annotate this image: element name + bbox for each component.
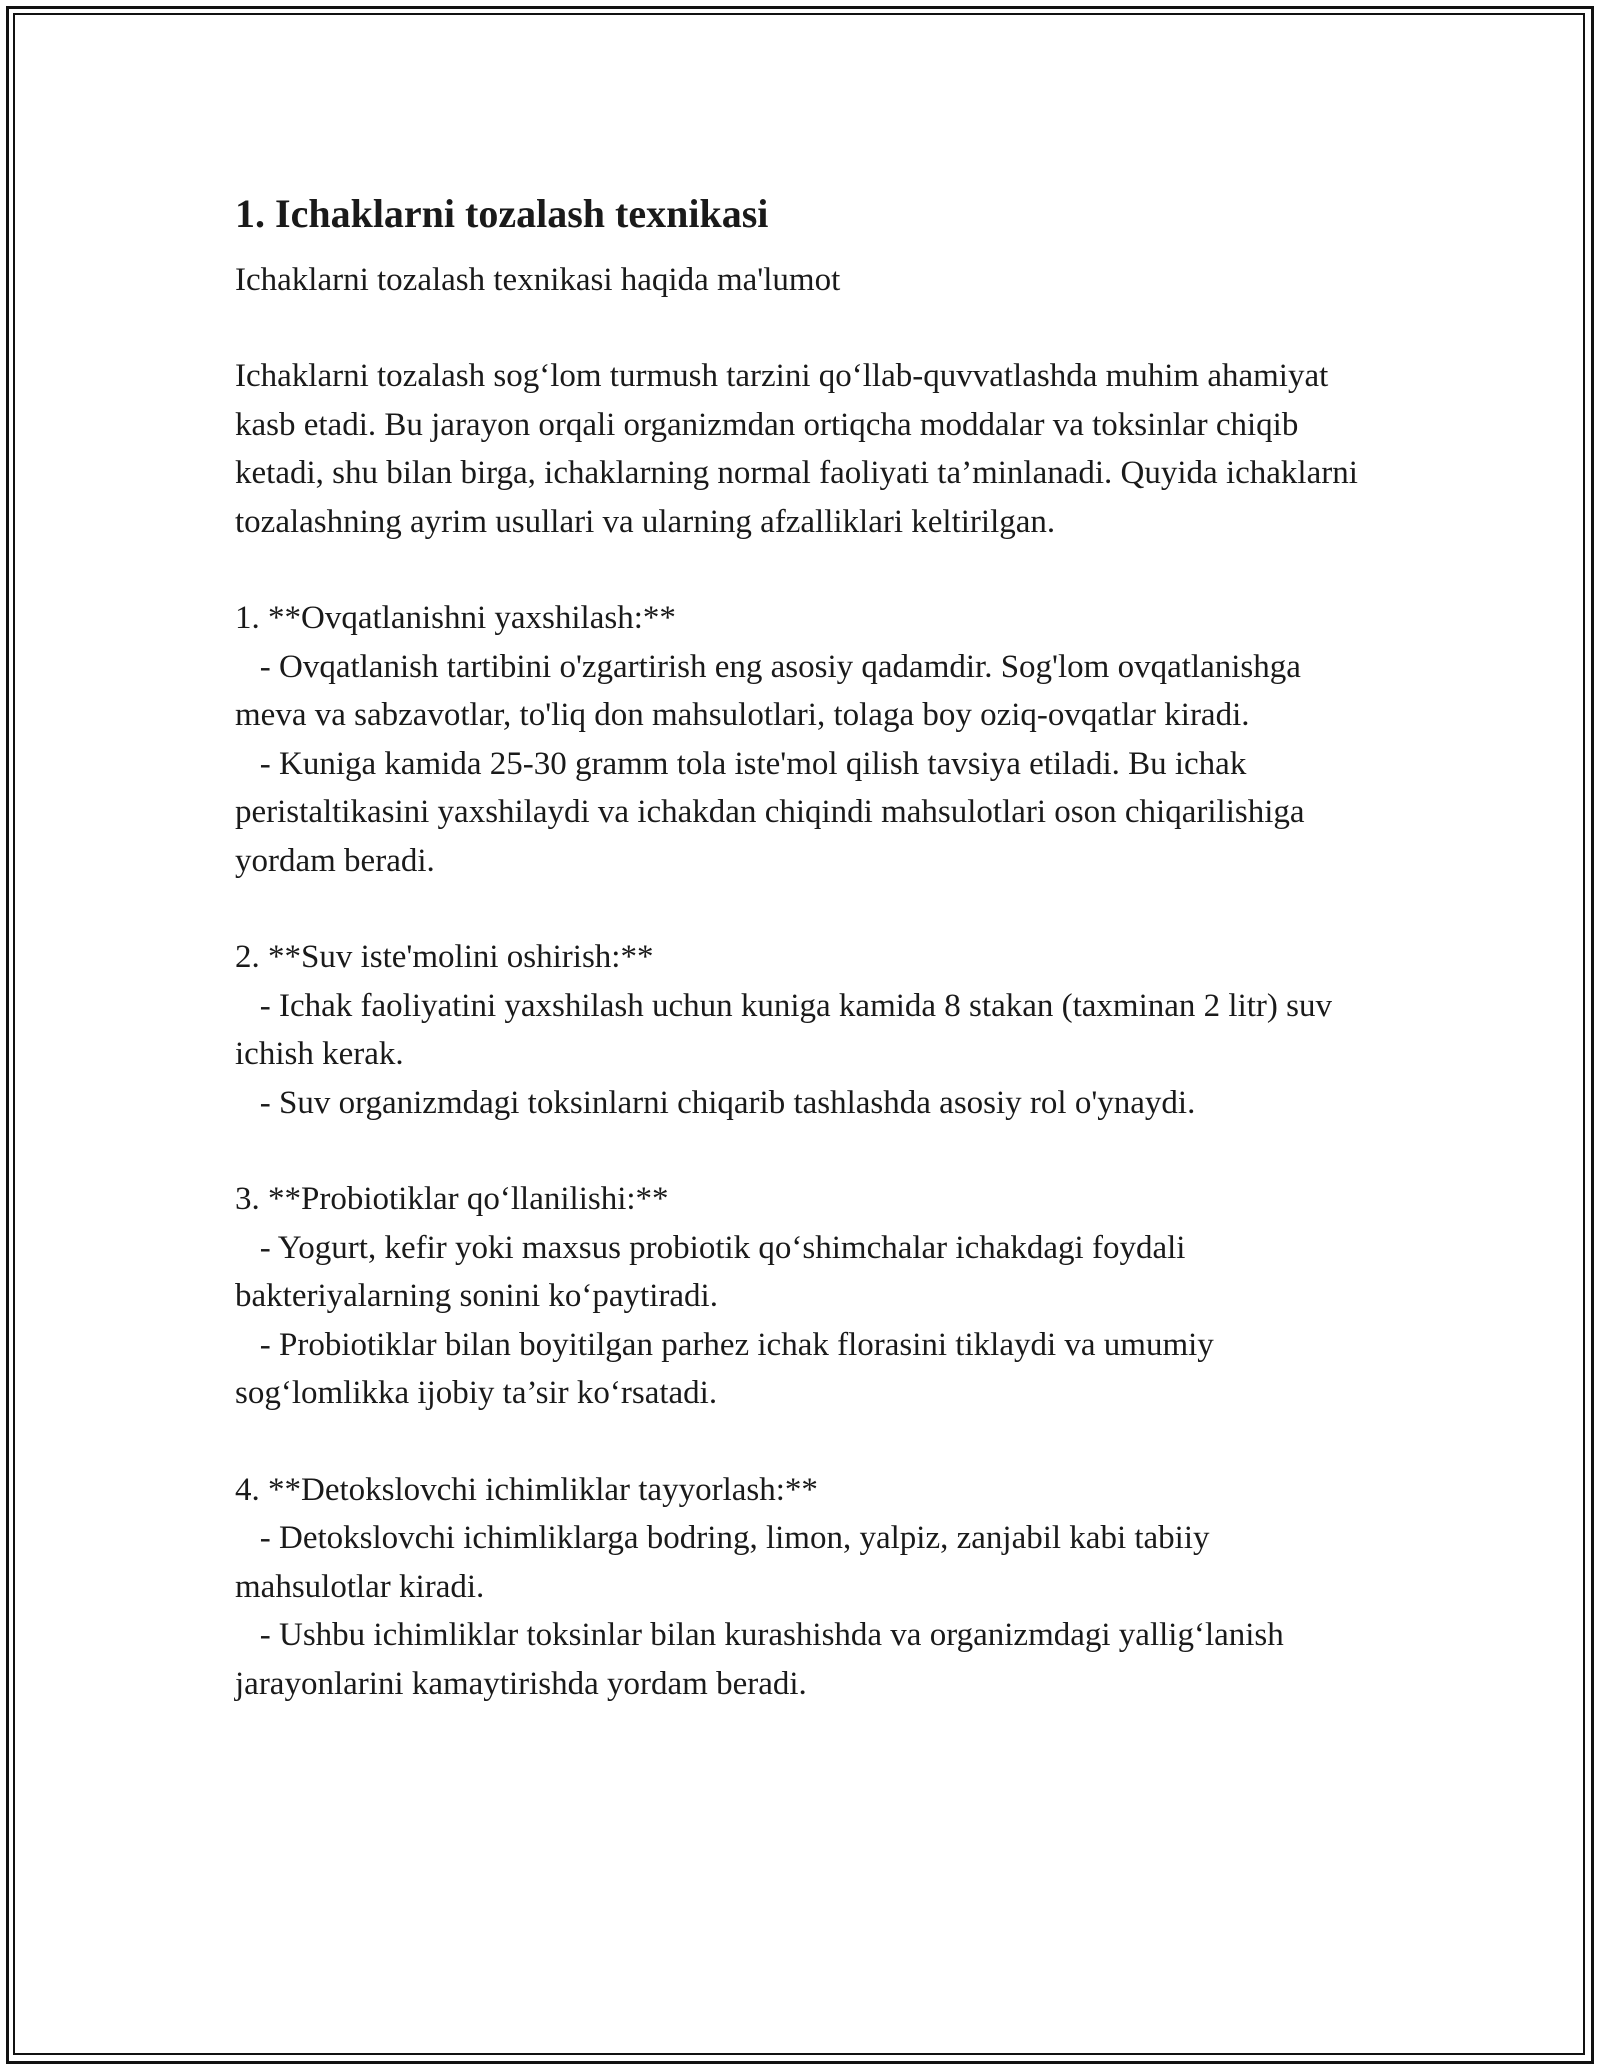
section-heading: 3. **Probiotiklar qo‘llanilishi:** bbox=[235, 1181, 669, 1217]
section-heading: 2. **Suv iste'molini oshirish:** bbox=[235, 939, 654, 975]
section-bullet: - Detokslovchi ichimliklarga bodring, limon, yalpiz, zanjabil kabi tabiiy mahsulotlar kiradi. bbox=[235, 1520, 1218, 1605]
section-bullet: - Yogurt, kefir yoki maxsus probiotik qo‘shimchalar ichakdagi foydali bakteriyalarning sonini ko‘paytiradi. bbox=[235, 1229, 1194, 1314]
section-2 bbox=[235, 933, 1365, 1127]
section-bullet: - Kuniga kamida 25-30 gramm tola iste'mol qilish tavsiya etiladi. Bu ichak peristaltikasini yaxshilaydi va ichakdan chiqindi mahsulotlari oson chiqarilishiga yordam beradi. bbox=[235, 745, 1313, 879]
section-bullet: - Ovqatlanish tartibini o'zgartirish eng asosiy qadamdir. Sog'lom ovqatlanishga meva va sabzavotlar, to'liq don mahsulotlari, tolaga boy oziq-ovqatlar kiradi. bbox=[235, 648, 1310, 733]
document-title: 1. Ichaklarni tozalash texnikasi bbox=[235, 191, 769, 236]
section-bullet: - Ichak faoliyatini yaxshilash uchun kuniga kamida 8 stakan (taxminan 2 litr) suv ichish kerak. bbox=[235, 987, 1341, 1072]
section-1 bbox=[235, 594, 1365, 885]
section-bullet: - Ushbu ichimliklar toksinlar bilan kurashishda va organizmdagi yallig‘lanish jarayonlarini kamaytirishda yordam beradi. bbox=[235, 1617, 1293, 1702]
section-bullet: - Probiotiklar bilan boyitilgan parhez ichak florasini tiklaydi va umumiy sog‘lomlikka ijobiy ta’sir ko‘rsatadi. bbox=[235, 1326, 1223, 1411]
document-body bbox=[235, 186, 1365, 1708]
intro-paragraph: Ichaklarni tozalash sog‘lom turmush tarzini qo‘llab-quvvatlashda muhim ahamiyat kasb etadi. Bu jarayon orqali organizmdan ortiqcha moddalar va toksinlar chiqib ketadi, shu bilan birga, ichaklarning normal faoliyati ta’minlanadi. Quyida ichaklarni tozalashning ayrim usullari va ularning afzalliklari keltirilgan. bbox=[235, 358, 1358, 540]
section-heading: 4. **Detokslovchi ichimliklar tayyorlash:** bbox=[235, 1471, 818, 1508]
document-subtitle: Ichaklarni tozalash texnikasi haqida ma'lumot bbox=[235, 262, 841, 298]
section-bullet: - Suv organizmdagi toksinlarni chiqarib tashlashda asosiy rol o'ynaydi. bbox=[235, 1084, 1196, 1121]
section-heading: 1. **Ovqatlanishni yaxshilash:** bbox=[235, 600, 676, 636]
section-3 bbox=[235, 1175, 1365, 1418]
section-4 bbox=[235, 1466, 1365, 1709]
